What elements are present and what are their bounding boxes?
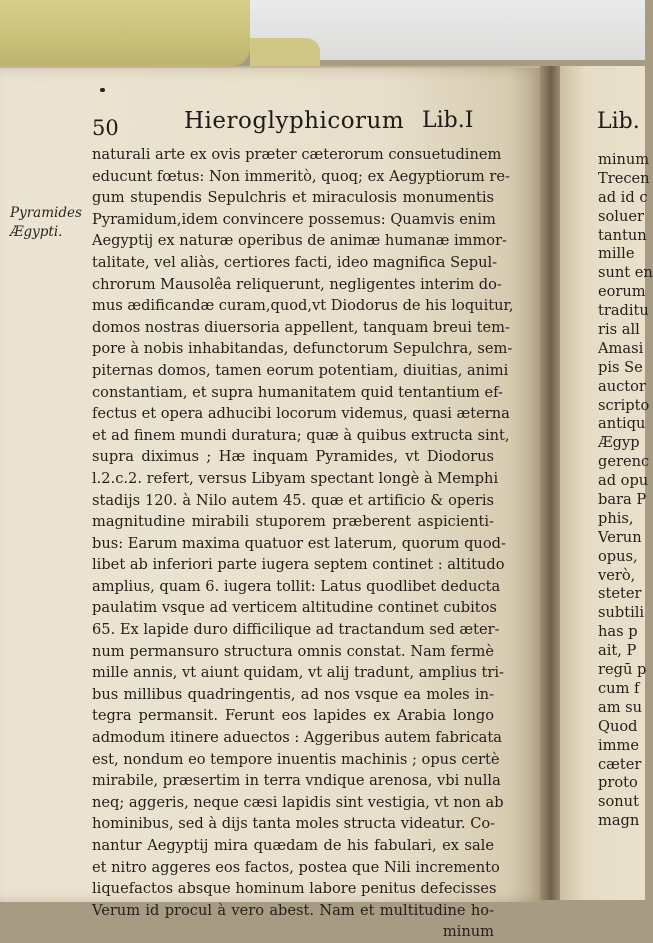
text-line: pore à nobis inhabitandas, defunctorum Sepulchra, sem-: [92, 340, 513, 358]
text-line: fectus et opera adhucibi locorum videmus, quasi æterna: [92, 405, 510, 423]
right-text-line: minum: [598, 151, 650, 168]
right-running-lib: Lib.: [597, 109, 640, 134]
right-page: [560, 66, 653, 900]
text-line: supra diximus ; Hæ inquam Pyramides, vt Diodorus: [92, 448, 494, 466]
right-text-line: cæter: [598, 755, 642, 773]
right-text-line: soluer: [598, 207, 644, 225]
right-text-line: steter: [598, 585, 642, 603]
right-text-line: ad opu: [598, 472, 649, 490]
text-line: chrorum Mausolêa reliquerunt, negligentes interim do-: [92, 275, 502, 293]
right-text-line: Quod: [598, 717, 638, 735]
text-line: paulatim vsque ad verticem altitudine continet cubitos: [92, 599, 497, 617]
text-line: naturali arte ex ovis præter cæterorum consuetudinem: [92, 146, 502, 163]
right-text-line: cum f: [598, 679, 640, 697]
text-line: talitate, vel aliàs, certiores facti, ideo magnifica Sepul-: [92, 253, 498, 271]
text-line: stadijs 120. à Nilo autem 45. quæ et artificio & operis: [92, 491, 494, 509]
right-text-line: mille: [598, 245, 635, 263]
text-line: et ad finem mundi duratura; quæ à quibus extructa sint,: [92, 426, 510, 444]
text-line: bus: Earum maxima quatuor est laterum, quorum quod-: [92, 534, 506, 552]
text-line: l.2.c.2. refert, versus Libyam spectant longè à Memphi: [92, 469, 499, 487]
foam-book-support-edge: [250, 38, 320, 68]
right-text-line: bara P: [598, 491, 647, 509]
text-line: 65. Ex lapide duro difficilique ad tractandum sed æter-: [92, 621, 500, 639]
marginal-note-line: Ægypti.: [10, 224, 63, 240]
right-text-line: Trecen: [598, 169, 650, 187]
right-text-line: scripto: [598, 396, 650, 414]
right-text-line: tantun: [598, 226, 647, 244]
text-line: constantiam, et supra humanitatem quid tentantium ef-: [92, 383, 503, 401]
marginal-note: [10, 204, 90, 242]
right-text-line: ad id c: [598, 188, 648, 206]
running-title: Hieroglyphicorum: [184, 108, 405, 134]
text-line: piternas domos, tamen eorum potentiam, diuitias, animi: [92, 361, 509, 379]
book-gutter: [540, 66, 562, 900]
right-text-line: verò,: [598, 566, 636, 584]
text-line: magnitudine mirabili stuporem præberent aspicienti-: [92, 513, 494, 531]
right-text-line: sunt en: [598, 264, 653, 282]
page-header: [92, 108, 492, 140]
running-lib: Lib.I: [422, 108, 474, 133]
text-line: et nitro aggeres eos factos, postea que Nili incremento: [92, 858, 500, 876]
right-text-line: phis,: [598, 509, 634, 527]
text-line: bus millibus quadringentis, ad nos vsque ea moles in-: [92, 685, 494, 703]
text-line: educunt fœtus: Non immeritò, quoq; ex Aegyptiorum re-: [92, 167, 510, 185]
marginal-note-line: Pyramides: [10, 205, 82, 221]
text-line: admodum itinere aduectos : Aggeribus autem fabricata: [92, 729, 502, 747]
right-body-text: [598, 151, 653, 831]
right-text-line: opus,: [598, 547, 638, 565]
right-text-line: Amasi: [598, 339, 644, 357]
text-line: libet ab inferiori parte iugera septem continet : altitudo: [92, 556, 505, 574]
right-text-line: traditu: [598, 302, 649, 320]
right-text-line: has p: [598, 623, 638, 641]
right-text-line: proto: [598, 774, 638, 792]
text-line: num permansuro structura omnis constat. Nam fermè: [92, 642, 494, 660]
text-line: hominibus, sed à dijs tanta moles structa videatur. Co-: [92, 815, 496, 833]
right-text-line: antiqu: [598, 415, 646, 433]
right-text-line: sonut: [598, 793, 639, 811]
right-text-line: Ægyp: [598, 434, 640, 452]
right-text-line: auctor: [598, 377, 646, 395]
text-line: mille annis, vt aiunt quidam, vt alij tradunt, amplius tri-: [92, 664, 504, 682]
right-text-line: regū p: [598, 661, 647, 679]
right-text-line: Verun: [598, 528, 642, 546]
right-text-line: am su: [598, 698, 643, 716]
text-line: Pyramidum,idem convincere possemus: Quamvis enim: [92, 210, 496, 228]
text-line: tegra permansit. Ferunt eos lapides ex Arabia longo: [92, 707, 494, 725]
catchword: minum: [442, 923, 494, 941]
right-text-line: imme: [598, 736, 639, 754]
right-text-line: pis Se: [598, 358, 643, 376]
text-line: Verum id procul à vero abest. Nam et multitudine ho-: [92, 901, 494, 919]
right-text-line: gerenc: [598, 453, 650, 471]
text-line: gum stupendis Sepulchris et miraculosis monumentis: [92, 189, 494, 207]
right-text-line: ait, P: [598, 642, 637, 660]
text-line: nantur Aegyptij mira quædam de his fabulari, ex sale: [92, 837, 494, 854]
right-text-line: magn: [598, 812, 640, 830]
text-line: Aegyptij ex naturæ operibus de animæ humanæ immor-: [92, 232, 507, 250]
text-line: est, nondum eo tempore inuentis machinis ; opus certè: [92, 750, 500, 768]
page-number: 50: [92, 116, 119, 140]
text-line: amplius, quam 6. iugera tollit: Latus quodlibet deducta: [92, 577, 501, 595]
right-text-line: subtili: [598, 604, 645, 622]
text-line: mus ædificandæ curam,quod,vt Diodorus de his loquitur,: [92, 297, 514, 315]
text-line: liquefactos absque hominum labore penitus defecisses: [92, 880, 497, 898]
right-text-line: eorum: [598, 283, 646, 301]
right-text-line: ris all: [598, 321, 640, 339]
body-text: [92, 144, 514, 943]
ink-speck: [100, 88, 105, 92]
text-line: domos nostras diuersoria appellent, tanquam breui tem-: [92, 318, 510, 336]
foam-book-support: [0, 0, 250, 66]
text-line: mirabile, præsertim in terra vndique arenosa, vbi nulla: [92, 772, 501, 790]
text-line: neq; aggeris, neque cæsi lapidis sint vestigia, vt non ab: [92, 793, 504, 811]
